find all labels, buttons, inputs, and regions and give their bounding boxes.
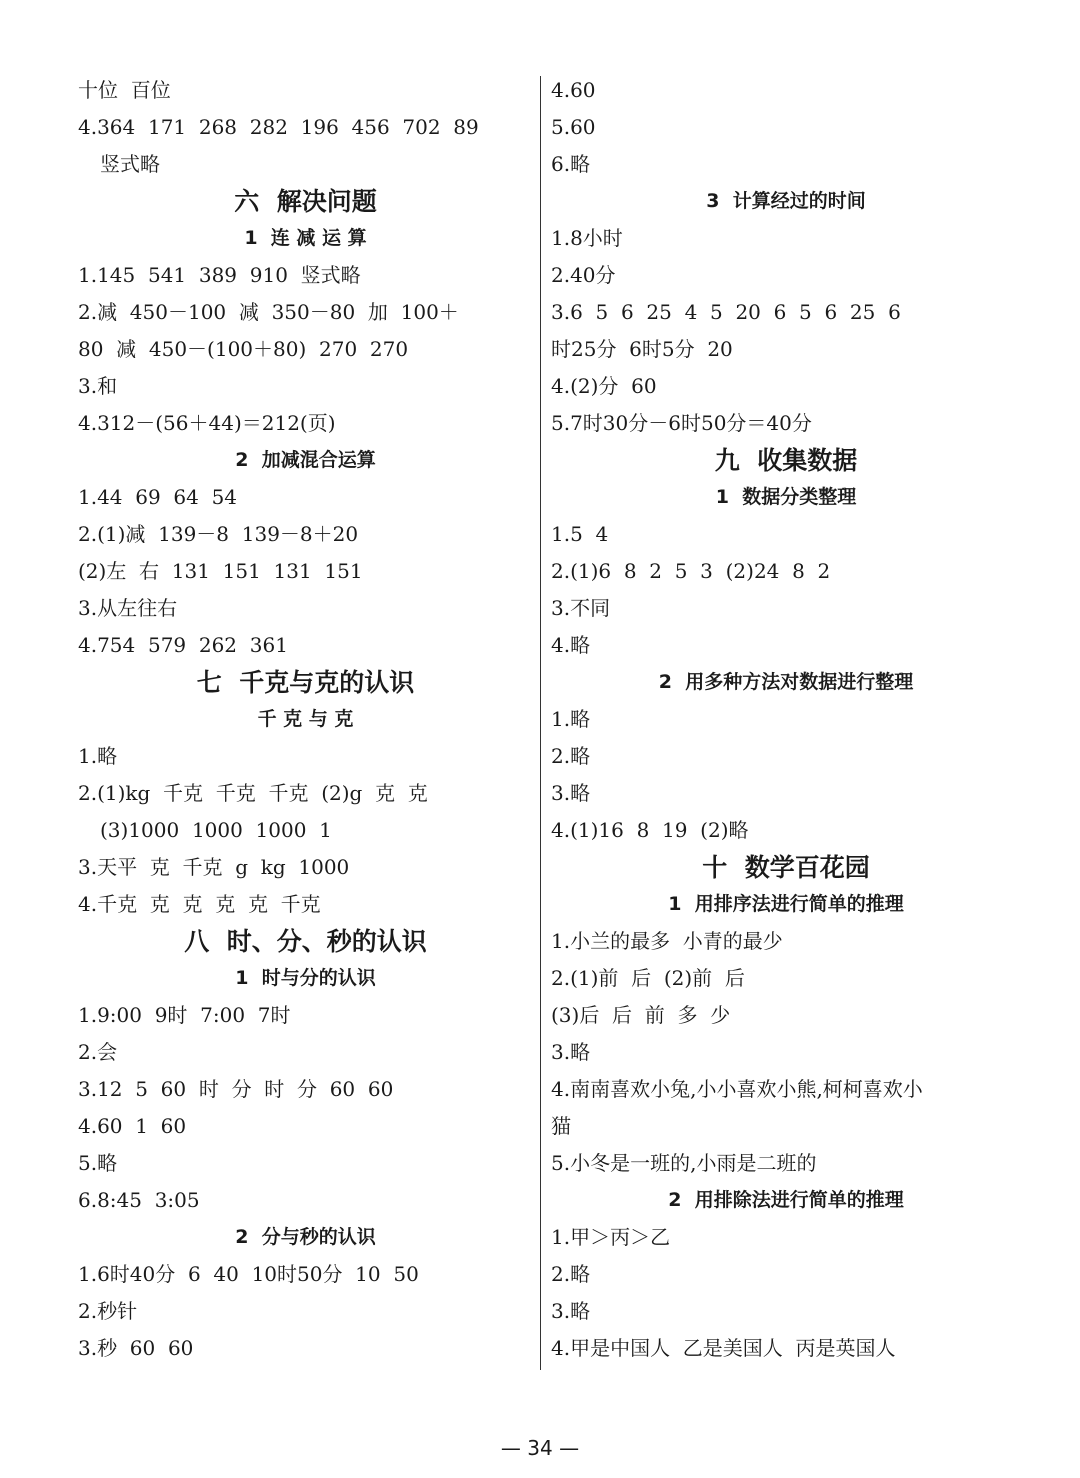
answer-line: 十位 百位 [78, 78, 171, 102]
answer-line: 4.60 [551, 78, 596, 102]
answer-line: 1.5 4 [551, 522, 609, 546]
chapter-heading: 八 时、分、秒的认识 [184, 927, 427, 956]
answer-line: 2.减 450－100 减 350－80 加 100＋ [78, 300, 459, 324]
answer-line: 1.9:00 9时 7:00 7时 [78, 1003, 291, 1027]
section-heading: 千 克 与 克 [257, 708, 354, 730]
answer-line: 2.略 [551, 744, 591, 768]
answer-line: 1.甲＞丙＞乙 [551, 1225, 671, 1249]
section-heading: 1 数据分类整理 [715, 486, 857, 508]
answer-line: 2.会 [78, 1040, 118, 1064]
answer-line: 1.8小时 [551, 226, 623, 250]
answer-line: 1.略 [551, 707, 591, 731]
answer-line: 4.南南喜欢小兔,小小喜欢小熊,柯柯喜欢小 [551, 1077, 923, 1101]
answer-line: 1.44 69 64 54 [78, 485, 238, 509]
answer-line: 3.秒 60 60 [78, 1336, 194, 1360]
chapter-heading: 十 数学百花园 [702, 853, 870, 882]
answer-line: 4.60 1 60 [78, 1114, 187, 1138]
answer-line: 1.145 541 389 910 竖式略 [78, 263, 361, 287]
answer-line: 3.12 5 60 时 分 时 分 60 60 [78, 1077, 394, 1101]
answer-line: (3)1000 1000 1000 1 [100, 818, 332, 842]
chapter-heading: 七 千克与克的认识 [196, 668, 415, 697]
section-heading: 3 计算经过的时间 [706, 190, 866, 212]
answer-line: 猫 [551, 1114, 571, 1138]
section-heading: 1 用排序法进行简单的推理 [668, 893, 904, 915]
answer-line: 2.略 [551, 1262, 591, 1286]
column-divider [540, 76, 541, 1370]
section-heading: 2 用排除法进行简单的推理 [668, 1189, 904, 1211]
left-column [78, 72, 533, 1367]
answer-line: 4.(1)16 8 19 (2)略 [551, 818, 749, 842]
answer-line: 6.略 [551, 152, 591, 176]
answer-line: 6.8:45 3:05 [78, 1188, 200, 1212]
answer-line: 5.60 [551, 115, 596, 139]
answer-line: 5.略 [78, 1151, 118, 1175]
answer-line: 3.6 5 6 25 4 5 20 6 5 6 25 6 [551, 300, 901, 324]
answer-line: 4.754 579 262 361 [78, 633, 288, 657]
answer-line: 3.略 [551, 781, 591, 805]
answer-line: 4.略 [551, 633, 591, 657]
answer-line: 1.6时40分 6 40 10时50分 10 50 [78, 1262, 419, 1286]
answer-line: 2.(1)kg 千克 千克 千克 (2)g 克 克 [78, 781, 428, 805]
answer-line: 2.40分 [551, 263, 616, 287]
section-heading: 2 加减混合运算 [235, 449, 376, 471]
answer-line: 3.不同 [551, 596, 611, 620]
answer-line: 1.小兰的最多 小青的最少 [551, 929, 783, 953]
answer-line: 3.略 [551, 1299, 591, 1323]
answer-line: 5.小冬是一班的,小雨是二班的 [551, 1151, 817, 1175]
answer-line: 4.(2)分 60 [551, 374, 657, 398]
answer-line: 2.(1)前 后 (2)前 后 [551, 966, 745, 990]
right-column [551, 72, 1021, 1367]
answer-line: 2.(1)6 8 2 5 3 (2)24 8 2 [551, 559, 831, 583]
answer-line: 4.千克 克 克 克 克 千克 [78, 892, 321, 916]
answer-line: 3.天平 克 千克 g kg 1000 [78, 855, 350, 879]
section-heading: 2 分与秒的认识 [235, 1226, 376, 1248]
answer-line: 4.312－(56＋44)＝212(页) [78, 411, 336, 435]
page-number: — 34 — [500, 1436, 580, 1460]
chapter-heading: 六 解决问题 [234, 187, 377, 216]
answer-line: (3)后 后 前 多 少 [551, 1003, 731, 1027]
answer-line: 4.甲是中国人 乙是美国人 丙是英国人 [551, 1336, 896, 1360]
answer-line: 竖式略 [100, 152, 160, 176]
answer-line: (2)左 右 131 151 131 151 [78, 559, 363, 583]
section-heading: 1 连 减 运 算 [244, 227, 367, 249]
answer-line: 3.和 [78, 374, 118, 398]
answer-line: 1.略 [78, 744, 118, 768]
answer-line: 2.(1)减 139－8 139－8＋20 [78, 522, 359, 546]
answer-line: 3.略 [551, 1040, 591, 1064]
answer-line: 80 减 450－(100＋80) 270 270 [78, 337, 409, 361]
answer-line: 时25分 6时5分 20 [551, 337, 733, 361]
answer-line: 4.364 171 268 282 196 456 702 89 [78, 115, 479, 139]
answer-line: 3.从左往右 [78, 596, 178, 620]
chapter-heading: 九 收集数据 [714, 446, 858, 475]
answer-line: 2.秒针 [78, 1299, 138, 1323]
section-heading: 2 用多种方法对数据进行整理 [658, 671, 914, 693]
answer-line: 5.7时30分－6时50分＝40分 [551, 411, 812, 435]
section-heading: 1 时与分的认识 [235, 967, 376, 989]
